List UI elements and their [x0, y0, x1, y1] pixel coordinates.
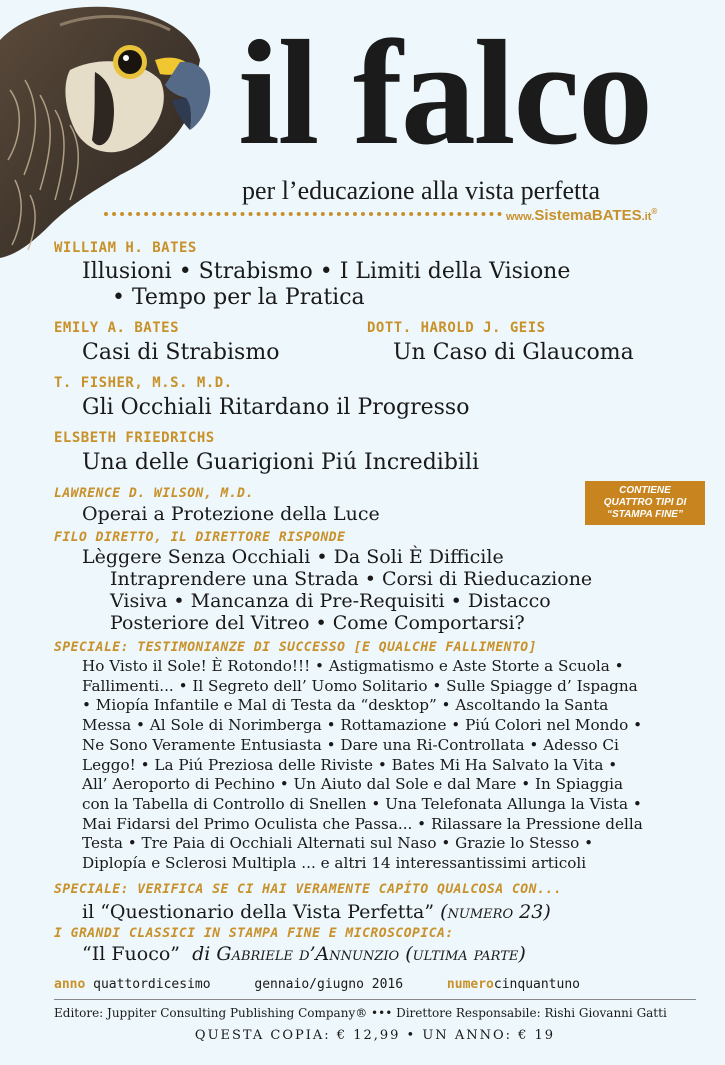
article-t-fisher: Gli Occhiali Ritardano il Progresso [82, 395, 470, 420]
article-filo-line4: Posteriore del Vitreo • Come Comportarsi? [110, 612, 525, 634]
article-questionario [82, 901, 551, 923]
testimonianze-line: Leggo! • La Piú Preziosa delle Riviste • Bates Mi Ha Salvato la Vita • [82, 755, 618, 774]
numero-label: numero [446, 977, 494, 992]
article-il-fuoco [82, 943, 526, 965]
website-name: SistemaBATES [534, 207, 642, 224]
testimonianze-line: con la Tabella di Controllo di Snellen • Una Telefonata Allunga la Vista • [82, 794, 642, 813]
questionario-numero: (numero 23) [440, 901, 551, 923]
article-bates-line1: Illusioni • Strabismo • I Limiti della Visione [82, 259, 571, 284]
author-lawrence-wilson: LAWRENCE D. WILSON, M.D. [54, 486, 254, 501]
testimonianze-line: Ne Sono Veramente Entusiasta • Dare una Ri-Controllata • Adesso Ci [82, 735, 619, 754]
issue-period: gennaio/giugno 2016 [254, 977, 404, 992]
testimonianze-list [82, 657, 702, 874]
article-emily-bates: Casi di Strabismo [82, 340, 280, 365]
numero-value: cinquantuno [493, 977, 580, 992]
testimonianze-line: Testa • Tre Paia di Occhiali Alternati sul Naso • Grazie lo Stesso • [82, 834, 594, 853]
falcon-head-illustration [0, 0, 240, 260]
article-elsbeth-friedrichs: Una delle Guarigioni Piú Incredibili [82, 450, 480, 475]
article-bates-line2: • Tempo per la Pratica [112, 285, 365, 310]
badge-line2: QUATTRO TIPI DI [603, 497, 687, 508]
anno-label: anno [54, 977, 86, 992]
author-emily-bates: EMILY A. BATES [54, 320, 180, 336]
footer-divider [54, 999, 696, 1000]
fine-print-badge [585, 481, 705, 525]
testimonianze-line: Fallimenti... • Il Segreto dell’ Uomo Solitario • Sulle Spiagge d’ Ispagna [82, 676, 638, 695]
registered-mark: ® [651, 207, 658, 216]
badge-line3: “STAMPA FINE” [607, 509, 683, 520]
author-speciale-testimonianze: SPECIALE: TESTIMONIANZE DI SUCCESSO [E QUALCHE FALLIMENTO] [54, 640, 537, 655]
testimonianze-line: • Miopía Infantile e Mal di Testa da “desktop” • Ascoltando la Santa [82, 696, 609, 715]
author-elsbeth-friedrichs: ELSBETH FRIEDRICHS [54, 430, 215, 446]
article-lawrence-wilson: Operai a Protezione della Luce [82, 503, 380, 525]
author-grandi-classici: I GRANDI CLASSICI IN STAMPA FINE E MICROSCOPICA: [54, 926, 454, 941]
testimonianze-line: Messa • Al Sole di Norimberga • Rottamazione • Piú Colori nel Mondo • [82, 716, 643, 735]
testimonianze-line: Diplopía e Sclerosi Multipla ... e altri 14 interessantissimi articoli [82, 854, 587, 873]
masthead-subtitle: per l’educazione alla vista perfetta [242, 176, 601, 205]
author-harold-geis: DOTT. HAROLD J. GEIS [367, 320, 546, 336]
anno-value: quattordicesimo [93, 977, 211, 992]
article-harold-geis: Un Caso di Glaucoma [393, 340, 634, 365]
website-prefix: www. [506, 211, 535, 223]
testimonianze-line: All’ Aeroporto di Pechino • Un Aiuto dal Sole e dal Mare • In Spiaggia [82, 775, 624, 794]
author-william-bates: WILLIAM H. BATES [54, 240, 197, 256]
author-speciale-verifica: SPECIALE: VERIFICA SE CI HAI VERAMENTE CAPÍTO QUALCOSA CON... [54, 882, 562, 897]
il-fuoco-author: Gabriele d’Annunzio [216, 943, 400, 965]
questionario-title: il “Questionario della Vista Perfetta” [82, 901, 435, 923]
dotted-divider [104, 212, 502, 216]
badge-line1: CONTIENE [619, 485, 671, 496]
article-filo-line3: Visiva • Mancanza di Pre-Requisiti • Distacco [110, 590, 551, 612]
masthead-title: il falco [238, 10, 652, 176]
il-fuoco-suffix: (ultima parte) [405, 943, 526, 965]
issue-info [54, 977, 694, 992]
price-info: QUESTA COPIA: € 12,99 • UN ANNO: € 19 [194, 1028, 556, 1043]
editor-info: Editore: Juppiter Consulting Publishing Company® ••• Direttore Responsabile: Rishi Giovanni Gatti [54, 1006, 667, 1020]
testimonianze-line: Ho Visto il Sole! È Rotondo!!! • Astigmatismo e Aste Storte a Scuola • [82, 657, 624, 675]
il-fuoco-by: di [192, 943, 211, 965]
article-filo-line1: Lèggere Senza Occhiali • Da Soli È Difficile [82, 546, 504, 568]
website-link[interactable] [506, 207, 657, 224]
il-fuoco-title: “Il Fuoco” [82, 943, 180, 965]
author-filo-diretto: FILO DIRETTO, IL DIRETTORE RISPONDE [54, 530, 346, 545]
website-suffix: .it [641, 211, 652, 223]
article-filo-line2: Intraprendere una Strada • Corsi di Rieducazione [110, 568, 593, 590]
author-t-fisher: T. FISHER, M.S. M.D. [54, 375, 233, 391]
testimonianze-line: Mai Fidarsi del Primo Oculista che Passa... • Rilassare la Pressione della [82, 814, 643, 833]
